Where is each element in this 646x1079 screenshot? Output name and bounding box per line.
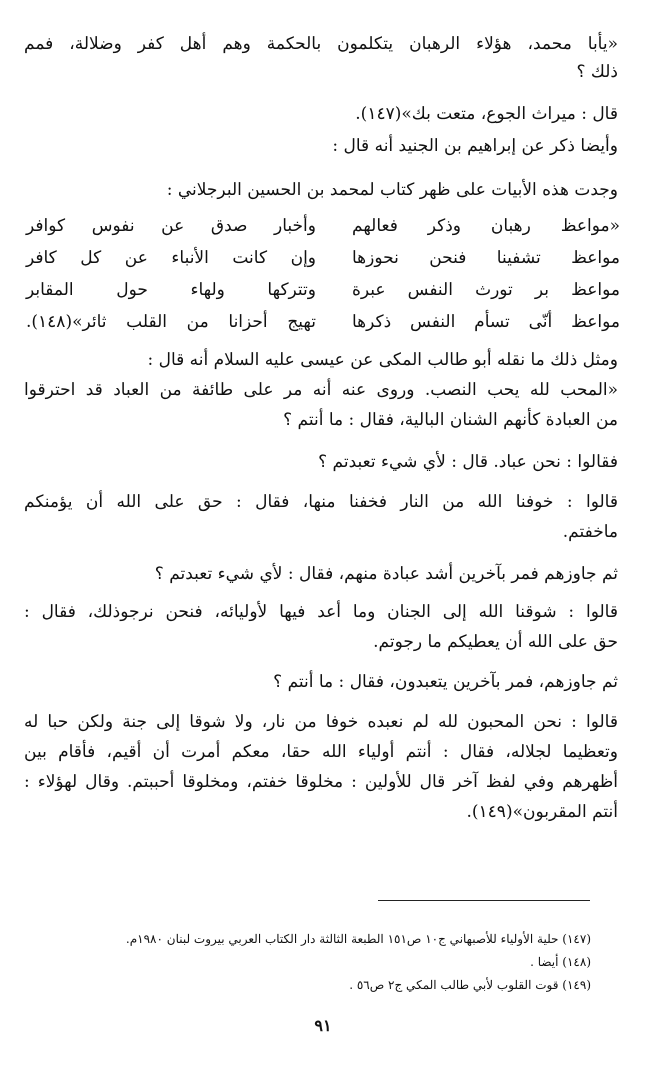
- footnote: (١٤٧) حلية الأولياء للأصبهاني ج١٠ ص١٥١ الطبعة الثالثة دار الكتاب العربي بيروت لبنان ١٩٨٠م.: [125, 932, 591, 946]
- verse-hemistich-second: تهيج أحزانا من القلب ثائر»(١٤٨).: [26, 312, 316, 332]
- text-line: أظهرهم وفي لفظ آخر قال للأولين : مخلوقا خفتم، ومخلوقا أحببتم. وقال لهؤلاء :: [24, 772, 618, 792]
- text-line: قالوا : نحن المحبون لله لم نعبده خوفا من نار، ولا شوقا إلى جنة ولكن حبا له: [24, 712, 618, 732]
- verse-hemistich-first: مواعظ بر تورث النفس عبرة: [352, 280, 620, 300]
- text-line: وأيضا ذكر عن إبراهيم بن الجنيد أنه قال :: [332, 136, 618, 156]
- footnote: (١٤٨) أيضا .: [530, 955, 591, 969]
- text-line: أنتم المقربون»(١٤٩).: [466, 802, 618, 822]
- text-line: «يأبا محمد، هؤلاء الرهبان يتكلمون بالحكمة وهم أهل كفر وضلالة، فمم: [24, 34, 618, 54]
- verse-hemistich-second: وإن كانت الأنباء عن كل كافر: [26, 248, 316, 268]
- text-line: قال : ميراث الجوع، متعت بك»(١٤٧).: [355, 104, 618, 124]
- text-line: وجدت هذه الأبيات على ظهر كتاب لمحمد بن الحسين البرجلاني :: [166, 180, 618, 200]
- text-line: ثم جاوزهم فمر بآخرين أشد عبادة منهم، فقال : لأي شيء تعبدتم ؟: [154, 564, 618, 584]
- verse-hemistich-first: مواعظ أنّى تسأم النفس ذكرها: [352, 312, 620, 332]
- page-number: ٩١: [314, 1016, 332, 1035]
- footnote: (١٤٩) قوت القلوب لأبي طالب المكي ج٢ ص٥٦ .: [349, 978, 591, 992]
- text-line: «المحب لله يحب النصب. وروى عنه أنه مر على طائفة من العباد قد احترقوا: [24, 380, 618, 400]
- footnote-divider: [378, 900, 590, 901]
- text-line: فقالوا : نحن عباد. قال : لأي شيء تعبدتم ؟: [318, 452, 618, 472]
- text-line: ماخفتم.: [562, 522, 618, 542]
- text-line: من العبادة كأنهم الشنان البالية، فقال : ما أنتم ؟: [283, 410, 618, 430]
- text-line: قالوا : شوقنا الله إلى الجنان وما أعد فيها لأوليائه، فنحن نرجوذلك، فقال :: [24, 602, 618, 622]
- verse-hemistich-first: مواعظ تشفينا فنحن نحوزها: [352, 248, 620, 268]
- verse-hemistich-first: «مواعظ رهبان وذكر فعالهم: [352, 216, 620, 236]
- verse-hemistich-second: وتتركها ولهاء حول المقابر: [26, 280, 316, 300]
- text-line: ذلك ؟: [576, 62, 618, 82]
- text-line: حق على الله أن يعطيكم ما رجوتم.: [373, 632, 618, 652]
- text-line: وتعظيما لجلاله، فقال : أنتم أولياء الله حقا، معكم أمرت أن أقيم، فأقام بين: [24, 742, 618, 762]
- text-line: ومثل ذلك ما نقله أبو طالب المكى عن عيسى عليه السلام أنه قال :: [147, 350, 618, 370]
- text-line: قالوا : خوفنا الله من النار فخفنا منها، فقال : حق على الله أن يؤمنكم: [24, 492, 618, 512]
- text-line: ثم جاوزهم، فمر بآخرين يتعبدون، فقال : ما أنتم ؟: [273, 672, 618, 692]
- verse-hemistich-second: وأخبار صدق عن نفوس كوافر: [26, 216, 316, 236]
